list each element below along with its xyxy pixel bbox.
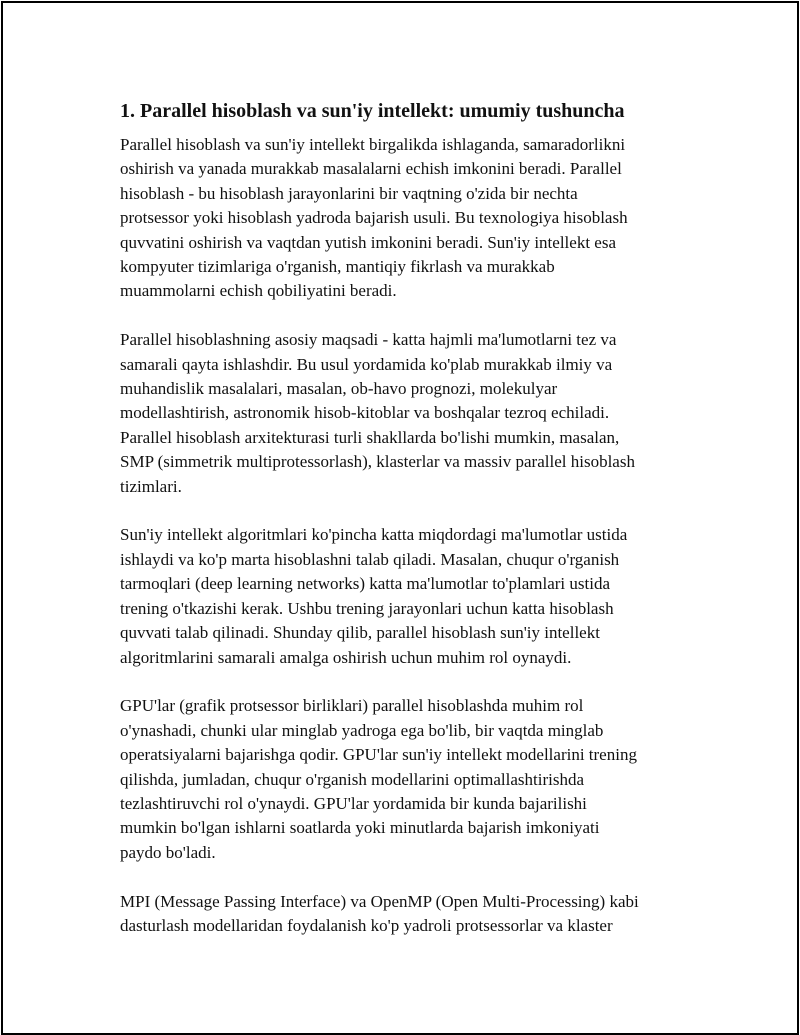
text-line: Sun'iy intellekt algoritmlari ko'pincha katta miqdordagi ma'lumotlar ustida [120, 525, 628, 545]
paragraph-3 [120, 523, 700, 669]
text-line: mumkin bo'lgan ishlarni soatlarda yoki minutlarda bajarish imkoniyati [120, 818, 600, 838]
text-line: protsessor yoki hisoblash yadroda bajarish usuli. Bu texnologiya hisoblash [120, 208, 628, 228]
text-line: trening o'tkazishi kerak. Ushbu trening jarayonlari uchun katta hisoblash [120, 598, 614, 618]
text-line: samarali qayta ishlashdir. Bu usul yordamida ko'plab murakkab ilmiy va [120, 354, 613, 374]
text-line: tizimlari. [120, 476, 182, 496]
text-line: o'ynashadi, chunki ular minglab yadroga ega bo'lib, bir vaqtda minglab [120, 720, 604, 740]
paragraph-5 [120, 890, 700, 939]
text-line: oshirish va yanada murakkab masalalarni echish imkonini beradi. Parallel [120, 159, 622, 179]
paragraph-4 [120, 694, 700, 865]
text-line: algoritmlarini samarali amalga oshirish uchun muhim rol oynaydi. [120, 647, 572, 667]
text-line: qilishda, jumladan, chuqur o'rganish modellarini optimallashtirishda [120, 769, 585, 789]
text-line: quvvatini oshirish va vaqtdan yutish imkonini beradi. Sun'iy intellekt esa [120, 232, 616, 252]
text-line: modellashtirish, astronomik hisob-kitoblar va boshqalar tezroq echiladi. [120, 403, 610, 423]
section-heading: 1. Parallel hisoblash va sun'iy intellekt: umumiy tushuncha [120, 100, 625, 122]
text-line: muammolarni echish qobiliyatini beradi. [120, 281, 397, 301]
text-line: Parallel hisoblash arxitekturasi turli shakllarda bo'lishi mumkin, masalan, [120, 427, 620, 447]
text-line: quvvati talab qilinadi. Shunday qilib, parallel hisoblash sun'iy intellekt [120, 623, 600, 643]
text-line: SMP (simmetrik multiprotessorlash), klasterlar va massiv parallel hisoblash [120, 452, 635, 472]
text-line: Parallel hisoblashning asosiy maqsadi - katta hajmli ma'lumotlarni tez va [120, 330, 617, 350]
text-line: tezlashtiruvchi rol o'ynaydi. GPU'lar yordamida bir kunda bajarilishi [120, 793, 587, 813]
text-line: dasturlash modellaridan foydalanish ko'p yadroli protsessorlar va klaster [120, 915, 613, 935]
text-line: muhandislik masalalari, masalan, ob-havo prognozi, molekulyar [120, 379, 558, 399]
page-frame [1, 1, 799, 1035]
text-line: operatsiyalarni bajarishga qodir. GPU'lar sun'iy intellekt modellarini trening [120, 745, 637, 765]
text-line: paydo bo'ladi. [120, 842, 216, 862]
text-line: kompyuter tizimlariga o'rganish, mantiqiy fikrlash va murakkab [120, 257, 555, 277]
text-line: GPU'lar (grafik protsessor birliklari) parallel hisoblashda muhim rol [120, 696, 584, 716]
text-line: Parallel hisoblash va sun'iy intellekt birgalikda ishlaganda, samaradorlikni [120, 135, 626, 154]
text-line: hisoblash - bu hisoblash jarayonlarini bir vaqtning o'zida bir nechta [120, 183, 578, 203]
text-line: MPI (Message Passing Interface) va OpenMP (Open Multi-Processing) kabi [120, 891, 639, 911]
text-line: ishlaydi va ko'p marta hisoblashni talab qiladi. Masalan, chuqur o'rganish [120, 549, 620, 569]
text-line: tarmoqlari (deep learning networks) katta ma'lumotlar to'plamlari ustida [120, 574, 610, 594]
paragraph-2 [120, 328, 700, 499]
paragraph-1 [120, 133, 700, 304]
document-body [120, 98, 700, 963]
